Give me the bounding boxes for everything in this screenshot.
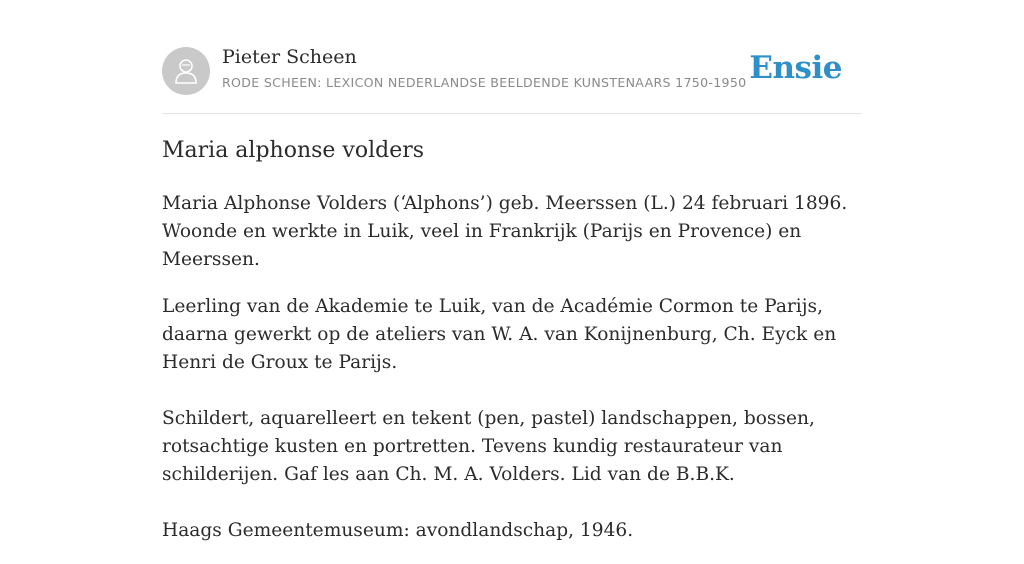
paragraph: Schildert, aquarelleert en tekent (pen, pastel) landschappen, bossen, rotsachtige kusten en portretten. Tevens kundig restaurateur van schilderijen. Gaf les aan Ch. M. A. Volders. Lid van de B.B.K. [162,408,815,485]
paragraph: Leerling van de Akademie te Luik, van de Académie Cormon te Parijs, daarna gewerkt op de ateliers van W. A. van Konijnenburg, Ch. Eyck en Henri de Groux te Parijs. [162,296,837,373]
avatar[interactable] [162,47,210,95]
source-title[interactable]: RODE SCHEEN: LEXICON NEDERLANDSE BEELDENDE KUNSTENAARS 1750-1950 [222,75,747,90]
paragraph: Maria Alphonse Volders (‘Alphons’) geb. Meerssen (L.) 24 februari 1896. Woonde en werkte in Luik, veel in Frankrijk (Parijs en Provence) en Meerssen. [162,193,848,270]
header-divider [162,113,862,114]
paragraph: Haags Gemeentemuseum: avondlandschap, 1946. [162,520,634,541]
author-name[interactable]: Pieter Scheen [222,46,357,68]
user-icon [171,56,201,86]
article-header [162,46,862,96]
brand-logo[interactable]: Ensie [749,50,842,86]
article-body [162,190,862,564]
page-title: Maria alphonse volders [162,138,425,163]
